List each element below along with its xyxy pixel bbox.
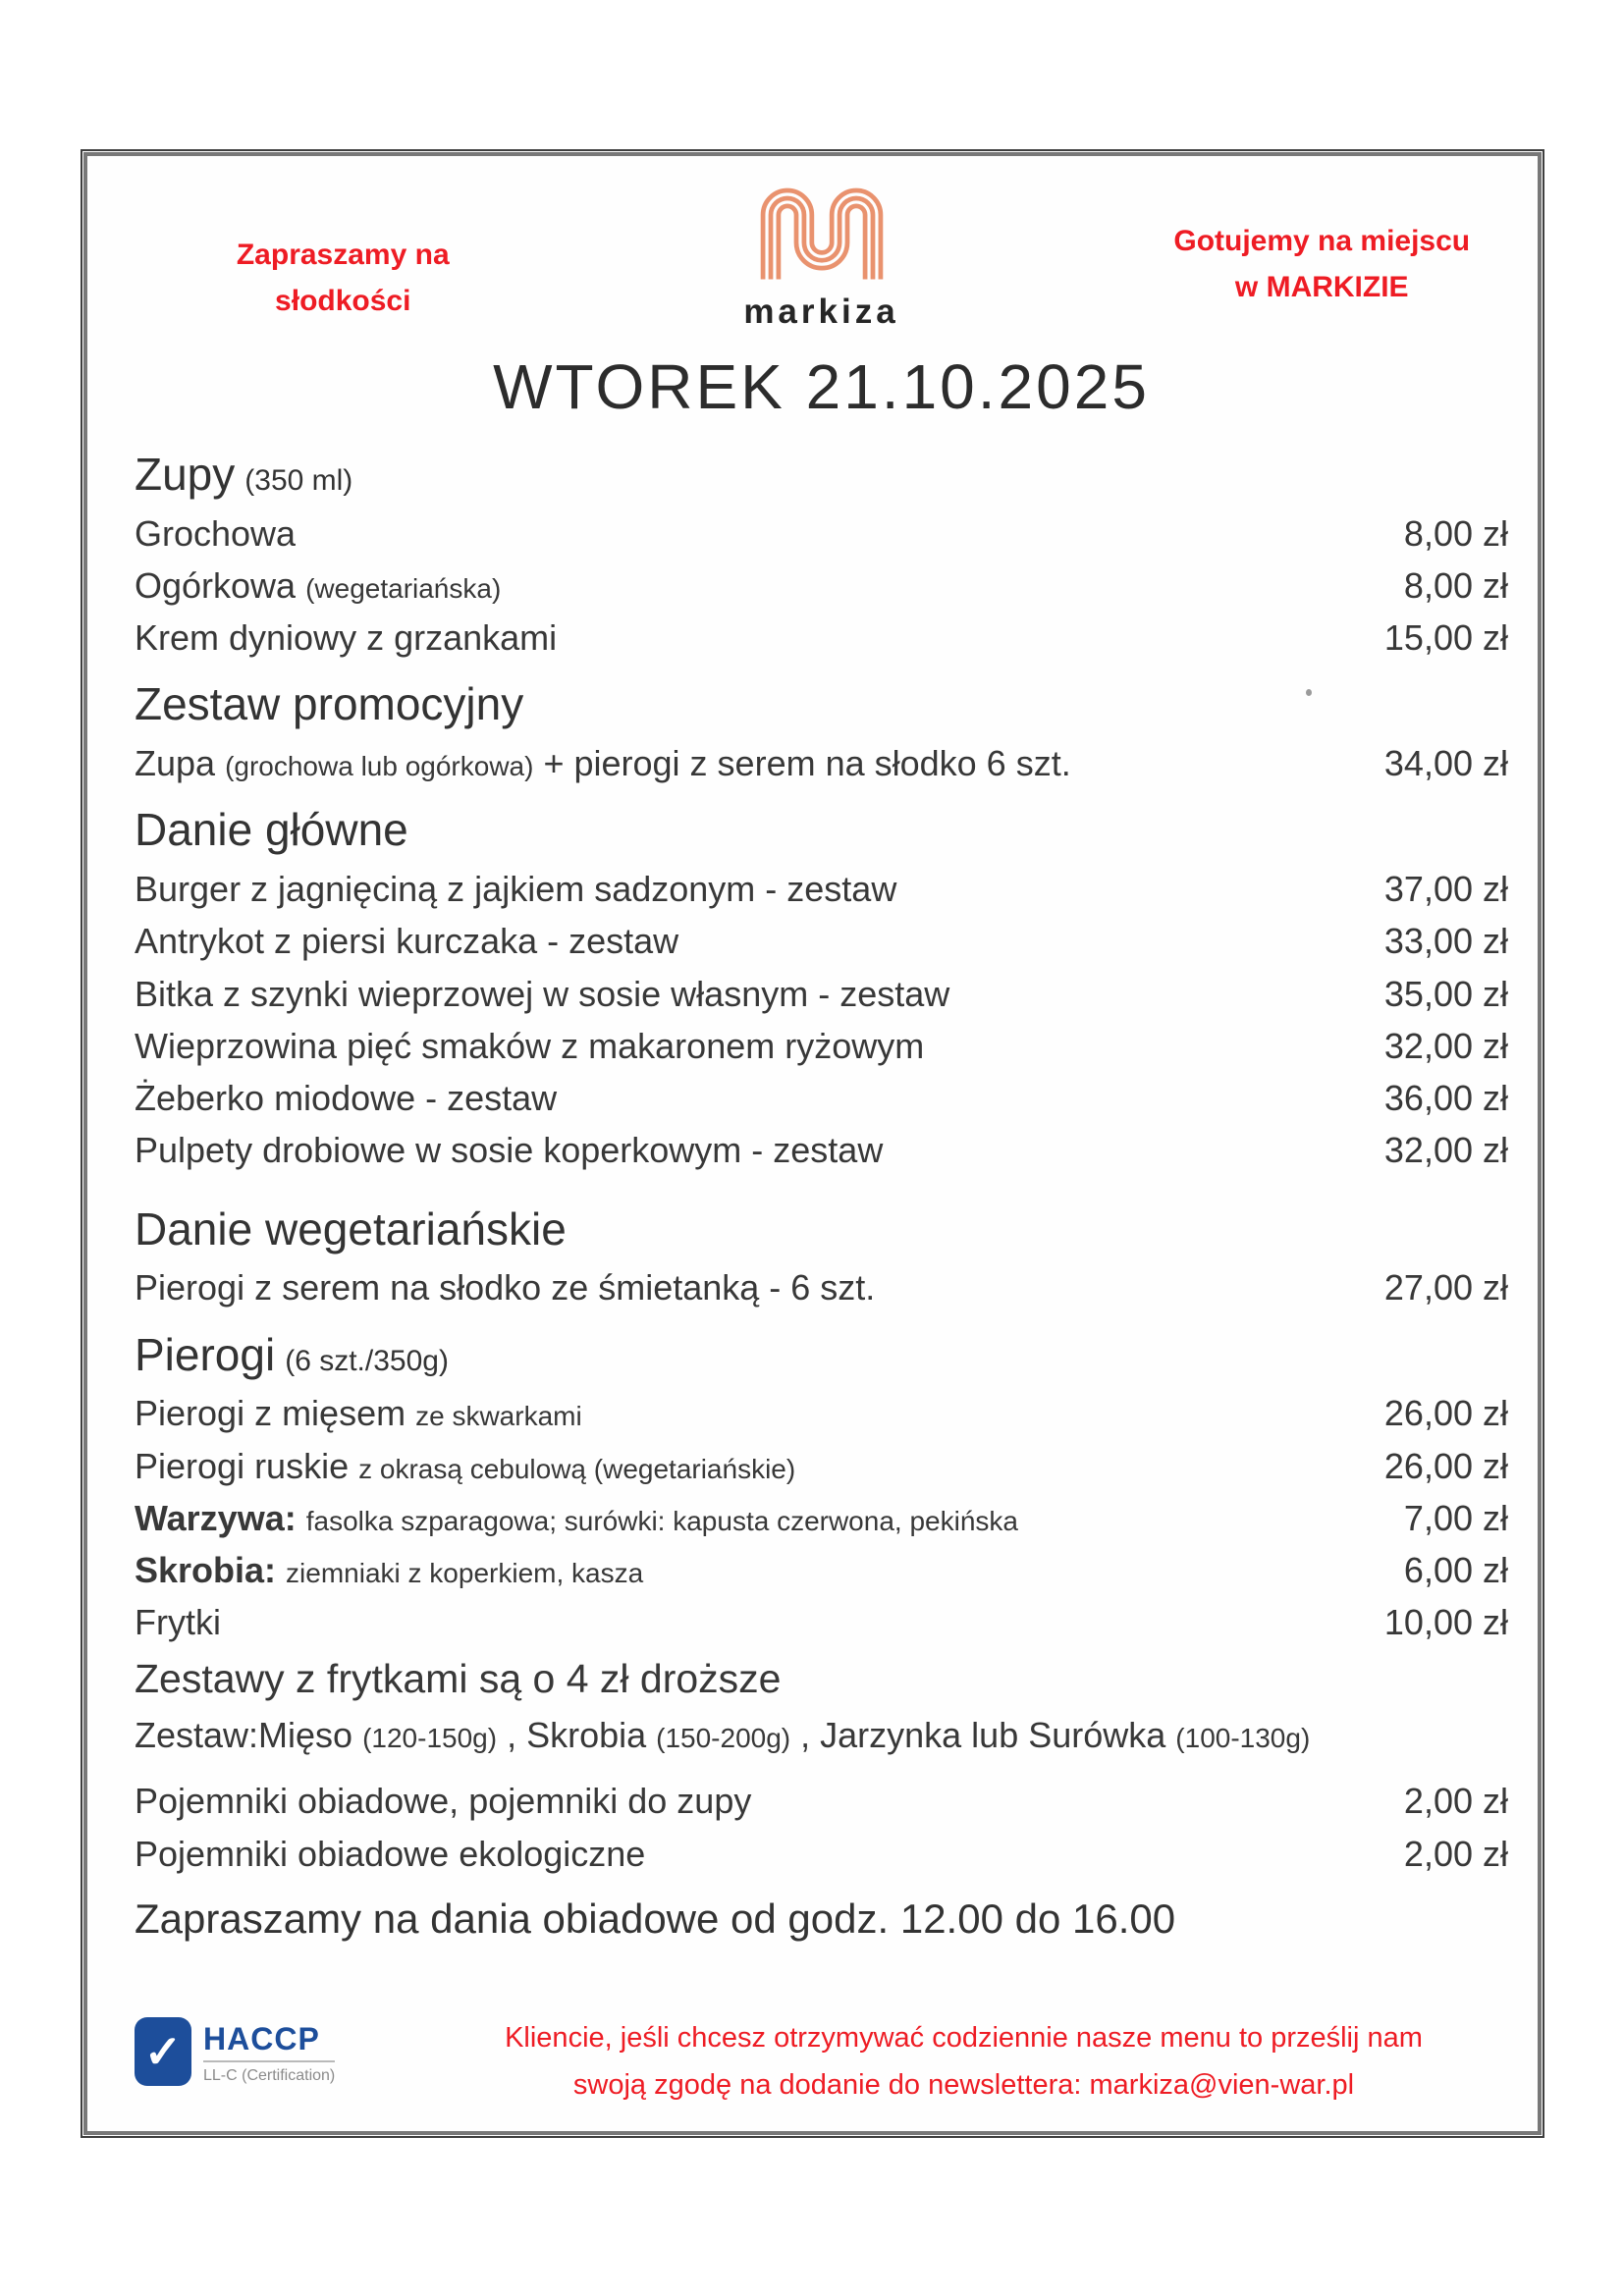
section-title: Zupy [135, 449, 236, 500]
menu-page [83, 152, 1542, 2135]
newsletter-notice [439, 2015, 1508, 2109]
item-price: 27,00 zł [1383, 1267, 1508, 1308]
section-title: Pierogi [135, 1328, 276, 1380]
cooked-on-site-note [964, 219, 1509, 310]
note-part: Zestaw:Mięso [135, 1715, 353, 1756]
menu-item [135, 1828, 1508, 1880]
item-price: 26,00 zł [1383, 1393, 1508, 1434]
m-stripes-icon [748, 182, 895, 289]
item-name: Pierogi ruskie [135, 1445, 350, 1486]
item-name: Pulpety drobiowe w sosie koperkowym - zestaw [135, 1130, 884, 1171]
item-detail: ze skwarkami [415, 1401, 582, 1432]
menu-item [135, 1072, 1508, 1124]
item-price: 34,00 zł [1383, 743, 1508, 784]
item-name: Pierogi z serem na słodko ze śmietanką - 6 szt. [135, 1267, 876, 1308]
section-main-dishes [135, 797, 1508, 863]
sweets-note-line2: słodkości [275, 284, 411, 317]
item-price: 7,00 zł [1403, 1497, 1508, 1538]
note-text: Zestawy z frytkami są o 4 zł droższe [135, 1655, 782, 1701]
haccp-label: HACCP [203, 2021, 320, 2057]
brand-logo [679, 182, 964, 332]
item-price: 32,00 zł [1383, 1130, 1508, 1171]
section-pierogi [135, 1322, 1508, 1388]
sweets-note-line1: Zapraszamy na [236, 239, 450, 271]
page-header [135, 182, 1508, 332]
lunch-hours-note [135, 1890, 1508, 1949]
menu-item [135, 1596, 1508, 1648]
item-name: Antrykot z piersi kurczaka - zestaw [135, 921, 679, 962]
item-name: Ogórkowa [135, 564, 297, 606]
menu-item [135, 1775, 1508, 1827]
haccp-certification [135, 2017, 439, 2086]
section-soups [135, 442, 1508, 507]
menu-item [135, 863, 1508, 915]
item-name: Pierogi z mięsem [135, 1393, 406, 1434]
newsletter-line2: swoją zgodę na dodanie do newslettera: markiza@vien-war.pl [572, 2069, 1355, 2102]
item-price: 10,00 zł [1383, 1602, 1508, 1643]
item-name: Pojemniki obiadowe, pojemniki do zupy [135, 1781, 752, 1822]
menu-item [135, 1492, 1508, 1544]
menu-item [135, 507, 1508, 560]
item-price: 36,00 zł [1383, 1078, 1508, 1119]
item-price: 8,00 zł [1403, 512, 1508, 554]
note-weight: (120-150g) [362, 1723, 498, 1754]
section-suffix: (6 szt./350g) [285, 1344, 449, 1377]
item-price: 6,00 zł [1403, 1550, 1508, 1591]
page-title: WTOREK 21.10.2025 [493, 351, 1150, 422]
note-weight: (150-200g) [656, 1723, 791, 1754]
item-name: Pojemniki obiadowe ekologiczne [135, 1833, 646, 1874]
item-name: Bitka z szynki wieprzowej w sosie własnym - zestaw [135, 973, 950, 1014]
menu-item [135, 915, 1508, 967]
item-name: Wieprzowina pięć smaków z makaronem ryżowym [135, 1025, 925, 1066]
item-name-2: + pierogi z serem na słodko 6 szt. [543, 743, 1071, 784]
item-price: 26,00 zł [1383, 1445, 1508, 1486]
section-vegetarian [135, 1197, 1508, 1262]
item-name: Grochowa [135, 512, 297, 554]
haccp-check-icon: ✓ [135, 2017, 191, 2086]
item-name: Frytki [135, 1602, 221, 1643]
brand-wordmark: markiza [743, 293, 899, 331]
item-price: 2,00 zł [1403, 1781, 1508, 1822]
item-name: Zupa [135, 743, 216, 784]
menu-item [135, 968, 1508, 1020]
menu-item [135, 1020, 1508, 1072]
cooked-on-site-line1: Gotujemy na miejscu [1173, 225, 1471, 257]
menu-item [135, 1440, 1508, 1492]
item-name: Żeberko miodowe - zestaw [135, 1078, 558, 1119]
menu-item [135, 737, 1508, 789]
item-name: Krem dyniowy z grzankami [135, 617, 558, 659]
menu-item [135, 612, 1508, 664]
note-part: , Jarzynka lub Surówka [800, 1715, 1166, 1756]
section-title: Danie wegetariańskie [135, 1202, 567, 1255]
newsletter-line1: Kliencie, jeśli chcesz otrzymywać codziennie nasze menu to prześlij nam [505, 2022, 1423, 2055]
item-price: 8,00 zł [1403, 564, 1508, 606]
item-detail: z okrasą cebulową (wegetariańskie) [358, 1453, 796, 1484]
menu-item [135, 1124, 1508, 1176]
item-name: Burger z jagnięciną z jajkiem sadzonym - zestaw [135, 869, 897, 910]
item-price: 33,00 zł [1383, 921, 1508, 962]
haccp-certifier: LL-C (Certification) [203, 2060, 335, 2085]
item-detail: (grochowa lub ogórkowa) [225, 751, 534, 782]
item-price: 37,00 zł [1383, 869, 1508, 910]
sweets-note [135, 233, 679, 324]
set-composition-note [135, 1709, 1508, 1761]
section-suffix: (350 ml) [244, 464, 353, 497]
item-detail: ziemniaki z koperkiem, kasza [286, 1558, 644, 1589]
note-part: , Skrobia [507, 1715, 647, 1756]
page-footer [135, 2011, 1508, 2109]
menu-item [135, 1544, 1508, 1596]
item-price: 35,00 zł [1383, 973, 1508, 1014]
note-text: Zapraszamy na dania obiadowe od godz. 12.00 do 16.00 [135, 1895, 1176, 1942]
item-price: 32,00 zł [1383, 1025, 1508, 1066]
item-price: 2,00 zł [1403, 1833, 1508, 1874]
scan-artifact-dot [1306, 689, 1312, 696]
item-name: Warzywa: [135, 1497, 297, 1538]
item-detail: (wegetariańska) [305, 572, 502, 604]
item-name: Skrobia: [135, 1550, 277, 1591]
item-detail: fasolka szparagowa; surówki: kapusta czerwona, pekińska [305, 1505, 1018, 1536]
note-weight: (100-130g) [1175, 1723, 1311, 1754]
section-title: Danie główne [135, 804, 408, 856]
section-title: Zestaw promocyjny [135, 678, 524, 730]
item-price: 15,00 zł [1383, 617, 1508, 659]
menu-item [135, 1387, 1508, 1439]
menu-item [135, 560, 1508, 612]
section-promo-set [135, 671, 1508, 737]
menu-item [135, 1261, 1508, 1313]
fries-surcharge-note [135, 1649, 1508, 1710]
cooked-on-site-line2: w MARKIZIE [1234, 270, 1409, 303]
